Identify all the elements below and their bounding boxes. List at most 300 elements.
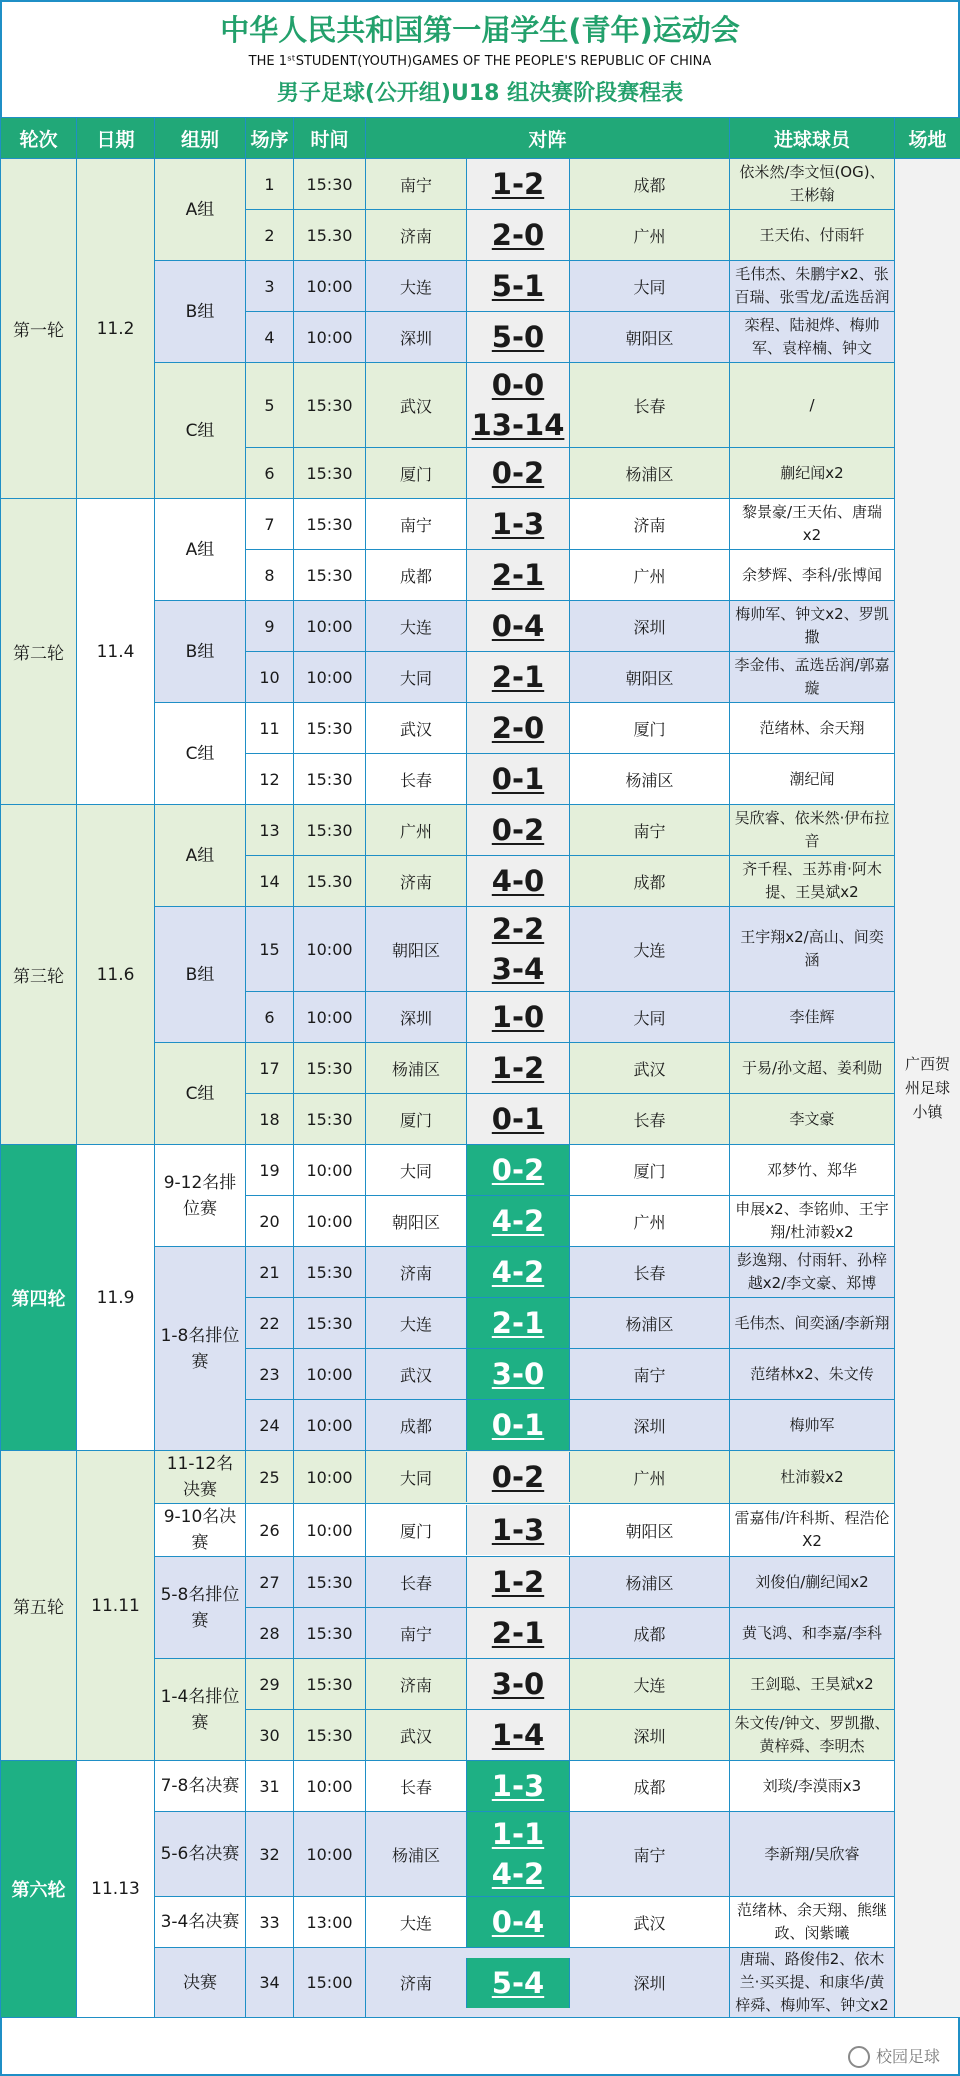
col-seq: 场序: [246, 118, 294, 159]
score-main: 0-4: [491, 1905, 545, 1939]
match-pair: [366, 1897, 729, 1947]
away-team: 南宁: [633, 1845, 666, 1865]
match-cell: [366, 1196, 730, 1247]
match-cell: [366, 1710, 730, 1761]
match-pair: [366, 856, 729, 906]
group-label: A组: [155, 159, 246, 261]
match-cell: [366, 754, 730, 805]
home-team: 大连: [399, 617, 432, 637]
match-time: 15.30: [294, 856, 366, 907]
away-team: 深圳: [633, 617, 666, 637]
score-main: 2-1: [491, 1306, 545, 1340]
score: [466, 1812, 570, 1896]
away-team: 广州: [633, 1468, 666, 1488]
match-time: 15:30: [294, 1247, 366, 1298]
score-main: 2-0: [491, 218, 545, 252]
page-title: 中华人民共和国第一届学生(青年)运动会: [220, 13, 740, 47]
away-team: 杨浦区: [625, 770, 674, 790]
scorers: 梅帅军、钟文x2、罗凯撒: [730, 601, 895, 652]
match-cell: [366, 805, 730, 856]
group-label: A组: [155, 499, 246, 601]
match-cell: [366, 261, 730, 312]
schedule-body: [1, 159, 960, 2018]
score-main: 3-0: [491, 1667, 545, 1701]
score: [466, 1400, 570, 1450]
home-team: 厦门: [399, 464, 432, 484]
match-number: 9: [246, 601, 294, 652]
home-team: 厦门: [399, 1110, 432, 1130]
match-time: 15:00: [294, 1948, 366, 2018]
english-title: THE 1ˢᵗSTUDENT(YOUTH)GAMES OF THE PEOPLE'S REPUBLIC OF CHINA: [248, 54, 712, 69]
match-number: 30: [246, 1710, 294, 1761]
scorers: 范绪林、余天翔、熊继政、闵紫曦: [730, 1897, 895, 1948]
match-time: 13:00: [294, 1897, 366, 1948]
match-time: 10:00: [294, 261, 366, 312]
away-team: 朝阳区: [625, 328, 674, 348]
match-pair: [366, 703, 729, 753]
match-cell: [366, 1761, 730, 1812]
scorers: 栾程、陆昶烨、梅帅军、袁梓楠、钟文: [730, 312, 895, 363]
scorers: 毛伟杰、朱鹏宇x2、张百瑞、张雪龙/孟选岳润: [730, 261, 895, 312]
away-team: 杨浦区: [625, 464, 674, 484]
scorers: 刘琰/李漠雨x3: [730, 1761, 895, 1812]
score-main: 2-1: [491, 558, 545, 592]
match-number: 32: [246, 1812, 294, 1897]
match-number: 34: [246, 1948, 294, 2018]
match-number: 6: [246, 448, 294, 499]
score: [466, 1710, 570, 1760]
score: [466, 1247, 570, 1297]
home-team: 长春: [399, 1573, 432, 1593]
score: [466, 312, 570, 362]
match-cell: [366, 550, 730, 601]
match-number: 33: [246, 1897, 294, 1948]
away-team: 成都: [633, 1777, 666, 1797]
home-team: 济南: [399, 1974, 432, 1993]
watermark: [848, 2044, 940, 2069]
match-time: 15:30: [294, 1608, 366, 1659]
match-time: 10:00: [294, 907, 366, 992]
scorers: 范绪林x2、朱文传: [730, 1349, 895, 1400]
home-team: 深圳: [399, 1008, 432, 1028]
away-team: 大同: [633, 277, 666, 297]
round-label: 第三轮: [1, 805, 77, 1145]
home-team: 大同: [399, 1468, 432, 1488]
score: [466, 1761, 570, 1811]
match-number: 8: [246, 550, 294, 601]
score-main: 1-0: [491, 1000, 545, 1034]
round-date: 11.13: [77, 1761, 155, 2018]
score: [466, 1298, 570, 1348]
match-number: 2: [246, 210, 294, 261]
score-penalty: 3-4: [491, 952, 545, 986]
match-time: 15:30: [294, 550, 366, 601]
away-team: 长春: [633, 1110, 666, 1130]
match-pair: [366, 448, 729, 498]
match-number: 31: [246, 1761, 294, 1812]
match-time: 10:00: [294, 1812, 366, 1897]
match-row: [1, 1761, 960, 1812]
home-team: 大同: [399, 1161, 432, 1181]
home-team: 济南: [399, 1263, 432, 1283]
match-cell: [366, 159, 730, 210]
col-group: 组别: [155, 118, 246, 159]
score-main: 1-1: [491, 1817, 545, 1851]
group-label: 1-8名排位赛: [155, 1247, 246, 1451]
away-team: 广州: [633, 1212, 666, 1232]
match-cell: [366, 1948, 730, 2018]
scorers: 杜沛毅x2: [730, 1451, 895, 1504]
col-venue: 场地: [895, 118, 960, 159]
match-pair: [366, 550, 729, 600]
away-team: 朝阳区: [625, 668, 674, 688]
match-time: 15:30: [294, 1043, 366, 1094]
match-row: [1, 159, 960, 210]
score: [466, 1349, 570, 1399]
away-team: 长春: [633, 1263, 666, 1283]
score: [466, 499, 570, 549]
away-team: 济南: [633, 515, 666, 535]
score-main: 4-0: [491, 864, 545, 898]
match-pair: [366, 601, 729, 651]
away-team: 长春: [633, 396, 666, 416]
scorers: 依米然/李文恒(OG)、王彬翰: [730, 159, 895, 210]
match-time: 10:00: [294, 1145, 366, 1196]
round-label: 第二轮: [1, 499, 77, 805]
home-team: 武汉: [399, 719, 432, 739]
score-main: 0-2: [491, 813, 545, 847]
score-main: 0-0: [491, 368, 545, 402]
away-team: 深圳: [633, 1726, 666, 1746]
score: [466, 550, 570, 600]
score: [466, 856, 570, 906]
match-time: 15:30: [294, 703, 366, 754]
match-time: 15:30: [294, 754, 366, 805]
score-main: 0-4: [491, 609, 545, 643]
score-penalty: 13-14: [471, 408, 565, 442]
round-date: 11.11: [77, 1451, 155, 1761]
score-penalty: 4-2: [491, 1857, 545, 1891]
match-cell: [366, 1247, 730, 1298]
match-pair: [366, 1958, 729, 2008]
table-header-row: [1, 118, 960, 159]
match-pair: [366, 312, 729, 362]
match-cell: [366, 1659, 730, 1710]
match-time: 10:00: [294, 1504, 366, 1557]
scorers: 潮纪闻: [730, 754, 895, 805]
match-row: [1, 1145, 960, 1196]
match-time: 15:30: [294, 805, 366, 856]
match-time: 10:00: [294, 992, 366, 1043]
scorers: 范绪林、余天翔: [730, 703, 895, 754]
match-pair: [366, 754, 729, 804]
scorers: 李文豪: [730, 1094, 895, 1145]
home-team: 南宁: [399, 1624, 432, 1644]
match-number: 10: [246, 652, 294, 703]
scorers: 申展x2、李铭帅、王宇翔/杜沛毅x2: [730, 1196, 895, 1247]
match-number: 22: [246, 1298, 294, 1349]
match-number: 17: [246, 1043, 294, 1094]
home-team: 杨浦区: [391, 1845, 440, 1865]
score-main: 3-0: [491, 1357, 545, 1391]
match-time: 15:30: [294, 1094, 366, 1145]
away-team: 成都: [633, 872, 666, 892]
match-pair: [366, 1659, 729, 1709]
match-cell: [366, 1812, 730, 1897]
away-team: 武汉: [633, 1059, 666, 1079]
match-pair: [366, 1094, 729, 1144]
home-team: 广州: [399, 821, 432, 841]
match-cell: [366, 856, 730, 907]
group-label: 11-12名决赛: [155, 1451, 246, 1504]
round-label: 第六轮: [1, 1761, 77, 2018]
score: [466, 261, 570, 311]
match-number: 25: [246, 1451, 294, 1504]
match-time: 15:30: [294, 1557, 366, 1608]
home-team: 长春: [399, 1777, 432, 1797]
schedule-table: [0, 117, 960, 2018]
scorers: 黄飞鸿、和李嘉/李科: [730, 1608, 895, 1659]
round-date: 11.9: [77, 1145, 155, 1451]
scorers: 朱文传/钟文、罗凯撒、黄梓舜、李明杰: [730, 1710, 895, 1761]
away-team: 广州: [633, 226, 666, 246]
score: [466, 1452, 570, 1502]
home-team: 济南: [399, 1675, 432, 1695]
match-number: 5: [246, 363, 294, 448]
match-pair: [366, 1812, 729, 1896]
match-pair: [366, 210, 729, 260]
home-team: 武汉: [399, 1726, 432, 1746]
match-cell: [366, 1608, 730, 1659]
match-time: 10:00: [294, 601, 366, 652]
group-label: A组: [155, 805, 246, 907]
home-team: 大同: [399, 668, 432, 688]
group-label: C组: [155, 703, 246, 805]
score-main: 1-2: [491, 1565, 545, 1599]
home-team: 朝阳区: [391, 1212, 440, 1232]
home-team: 朝阳区: [391, 940, 440, 960]
match-number: 26: [246, 1504, 294, 1557]
group-label: 5-8名排位赛: [155, 1557, 246, 1659]
score: [466, 1958, 570, 2008]
scorers: 黎景豪/王天佑、唐瑞x2: [730, 499, 895, 550]
col-round: 轮次: [1, 118, 77, 159]
score-main: 5-0: [491, 320, 545, 354]
match-row: [1, 805, 960, 856]
match-time: 10:00: [294, 1761, 366, 1812]
match-pair: [366, 261, 729, 311]
scorers: 李佳辉: [730, 992, 895, 1043]
group-label: 决赛: [155, 1948, 246, 2018]
score: [466, 1094, 570, 1144]
match-number: 12: [246, 754, 294, 805]
score: [466, 159, 570, 209]
scorers: 彭逸翔、付雨轩、孙梓越x2/李文豪、郑博: [730, 1247, 895, 1298]
away-team: 大同: [633, 1008, 666, 1028]
score: [466, 1557, 570, 1607]
match-time: 10:00: [294, 652, 366, 703]
match-time: 15:30: [294, 1298, 366, 1349]
scorers: 蒯纪闻x2: [730, 448, 895, 499]
home-team: 济南: [399, 872, 432, 892]
match-pair: [366, 1608, 729, 1658]
match-cell: [366, 1298, 730, 1349]
round-label: 第五轮: [1, 1451, 77, 1761]
match-number: 3: [246, 261, 294, 312]
match-number: 7: [246, 499, 294, 550]
match-cell: [366, 1400, 730, 1451]
scorers: 齐千程、玉苏甫·阿木提、王昊斌x2: [730, 856, 895, 907]
match-number: 23: [246, 1349, 294, 1400]
header: [0, 0, 960, 117]
score: [466, 805, 570, 855]
match-time: 15.30: [294, 210, 366, 261]
match-cell: [366, 907, 730, 992]
scorers: /: [730, 363, 895, 448]
match-time: 15:30: [294, 1710, 366, 1761]
score: [466, 992, 570, 1042]
score-main: 0-2: [491, 1460, 545, 1494]
match-number: 28: [246, 1608, 294, 1659]
scorers: 刘俊伯/蒯纪闻x2: [730, 1557, 895, 1608]
match-number: 18: [246, 1094, 294, 1145]
score: [466, 1897, 570, 1947]
round-date: 11.6: [77, 805, 155, 1145]
match-pair: [366, 1196, 729, 1246]
home-team: 杨浦区: [391, 1059, 440, 1079]
score-main: 0-2: [491, 456, 545, 490]
match-cell: [366, 312, 730, 363]
match-cell: [366, 1145, 730, 1196]
round-label: 第四轮: [1, 1145, 77, 1451]
score-main: 1-4: [491, 1718, 545, 1752]
away-team: 南宁: [633, 821, 666, 841]
match-pair: [366, 1557, 729, 1607]
scorers: 雷嘉伟/许科斯、程浩伦X2: [730, 1504, 895, 1557]
away-team: 厦门: [633, 719, 666, 739]
match-pair: [366, 1505, 729, 1555]
match-row: [1, 499, 960, 550]
home-team: 成都: [399, 1416, 432, 1436]
scorers: 余梦辉、李科/张博闻: [730, 550, 895, 601]
home-team: 大连: [399, 1314, 432, 1334]
away-team: 厦门: [633, 1161, 666, 1181]
schedule-table-wrap: [0, 117, 960, 2018]
home-team: 长春: [399, 770, 432, 790]
score-main: 2-1: [491, 660, 545, 694]
match-number: 11: [246, 703, 294, 754]
match-time: 10:00: [294, 312, 366, 363]
home-team: 大连: [399, 277, 432, 297]
scorers: 李金伟、孟选岳润/郭嘉璇: [730, 652, 895, 703]
scorers: 王剑聪、王昊斌x2: [730, 1659, 895, 1710]
match-number: 13: [246, 805, 294, 856]
match-cell: [366, 992, 730, 1043]
wechat-icon: [848, 2046, 870, 2068]
page-subtitle: 男子足球(公开组)U18 组决赛阶段赛程表: [276, 81, 684, 106]
score-main: 0-1: [491, 1102, 545, 1136]
venue: 广西贺州足球小镇: [895, 159, 960, 2018]
score-main: 0-2: [491, 1153, 545, 1187]
match-number: 1: [246, 159, 294, 210]
watermark-text: 校园足球: [875, 2046, 940, 2066]
home-team: 济南: [399, 226, 432, 246]
match-number: 19: [246, 1145, 294, 1196]
home-team: 深圳: [399, 328, 432, 348]
score: [466, 1505, 570, 1555]
match-pair: [366, 159, 729, 209]
group-label: C组: [155, 363, 246, 499]
group-label: 9-10名决赛: [155, 1504, 246, 1557]
scorers: 王宇翔x2/高山、间奕涵: [730, 907, 895, 992]
match-pair: [366, 1298, 729, 1348]
score: [466, 1196, 570, 1246]
match-pair: [366, 1400, 729, 1450]
away-team: 大连: [633, 940, 666, 960]
match-pair: [366, 1710, 729, 1760]
col-scorers: 进球球员: [730, 118, 895, 159]
score: [466, 1608, 570, 1658]
group-label: 3-4名决赛: [155, 1897, 246, 1948]
match-time: 15:30: [294, 363, 366, 448]
match-number: 6: [246, 992, 294, 1043]
group-label: C组: [155, 1043, 246, 1145]
scorers: 梅帅军: [730, 1400, 895, 1451]
match-time: 10:00: [294, 1349, 366, 1400]
score-main: 4-2: [491, 1255, 545, 1289]
col-match: 对阵: [366, 118, 730, 159]
match-pair: [366, 1145, 729, 1195]
match-cell: [366, 499, 730, 550]
match-number: 15: [246, 907, 294, 992]
match-number: 4: [246, 312, 294, 363]
scorers: 李新翔/吴欣睿: [730, 1812, 895, 1897]
group-label: B组: [155, 907, 246, 1043]
round-label: 第一轮: [1, 159, 77, 499]
score: [466, 754, 570, 804]
group-label: 1-4名排位赛: [155, 1659, 246, 1761]
score: [466, 1145, 570, 1195]
match-cell: [366, 1451, 730, 1504]
scorers: 于易/孙文超、姜利勋: [730, 1043, 895, 1094]
match-pair: [366, 1247, 729, 1297]
match-row: [1, 1451, 960, 1504]
group-label: 7-8名决赛: [155, 1761, 246, 1812]
score-main: 1-2: [491, 167, 545, 201]
match-time: 15:30: [294, 448, 366, 499]
away-team: 深圳: [633, 1974, 666, 1993]
match-cell: [366, 652, 730, 703]
match-time: 15:30: [294, 159, 366, 210]
match-time: 15:30: [294, 499, 366, 550]
match-time: 10:00: [294, 1196, 366, 1247]
score-main: 0-1: [491, 1408, 545, 1442]
col-time: 时间: [294, 118, 366, 159]
score: [466, 210, 570, 260]
home-team: 武汉: [399, 396, 432, 416]
match-pair: [366, 1349, 729, 1399]
score: [466, 1043, 570, 1093]
scorers: 邓梦竹、郑华: [730, 1145, 895, 1196]
score: [466, 1659, 570, 1709]
match-cell: [366, 1504, 730, 1557]
home-team: 武汉: [399, 1365, 432, 1385]
match-pair: [366, 992, 729, 1042]
match-cell: [366, 1349, 730, 1400]
score-main: 2-1: [491, 1616, 545, 1650]
away-team: 成都: [633, 1624, 666, 1644]
match-cell: [366, 1043, 730, 1094]
